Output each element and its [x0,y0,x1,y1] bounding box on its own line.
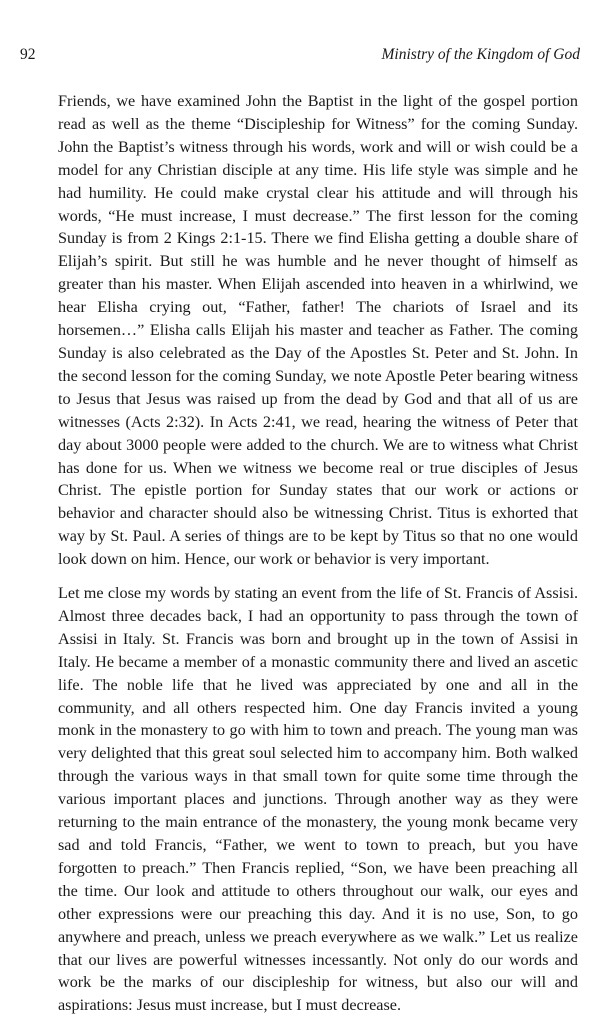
body-text [58,90,578,1017]
page-header [20,46,580,70]
running-head: Ministry of the Kingdom of God [381,46,580,63]
paragraph-st-francis: Let me close my words by stating an event from the life of St. Francis of Assisi. Almost three decades back, I had an opportunity to pass through the town of Assisi in Italy. St. Francis was born and brought up in the town of Assisi in Italy. He became a member of a monastic community there and lived an ascetic life. The noble life that he lived was appreciated by one and all in the community, and all others respected him. One day Francis invited a young monk in the monastery to go with him to town and preach. The young man was very delighted that this great soul selected him to accompany him. Both walked through the various ways in that small town for quite some time through the various important places and junctions. Through another way as they were returning to the main entrance of the monastery, the young monk became very sad and told Francis, “Father, we went to town to preach, but you have forgotten to preach.” Then Francis replied, “Son, we have been preaching all the time. Our look and attitude to others throughout our walk, our eyes and other expressions were our preaching this day. And it is no use, Son, to go anywhere and preach, unless we preach everywhere as we walk.” Let us realize that our lives are powerful witnesses incessantly. Not only do our words and work be the marks of our discipleship for witness, but also our will and aspirations: Jesus must increase, but I must decrease. [58,584,578,1015]
paragraph-witness-lessons: Friends, we have examined John the Baptist in the light of the gospel portion read as well as the theme “Discipleship for Witness” for the coming Sunday. John the Baptist’s witness through his words, work and will or wish could be a model for any Christian disciple at any time. His life style was simple and he had humility. He could make crystal clear his attitude and will through his words, “He must increase, I must decrease.” The first lesson for the coming Sunday is from 2 Kings 2:1-15. There we find Elisha getting a double share of Elijah’s spirit. But still he was humble and he never thought of himself as greater than his master. When Elijah ascended into heaven in a whirlwind, we hear Elisha crying out, “Father, father! The chariots of Israel and its horsemen…” Elisha calls Elijah his master and teacher as Father. The coming Sunday is also celebrated as the Day of the Apostles St. Peter and St. John. In the second lesson for the coming Sunday, we note Apostle Peter bearing witness to Jesus that Jesus was raised up from the dead by God and that all of us are witnesses (Acts 2:32). In Acts 2:41, we read, hearing the witness of Peter that day about 3000 people were added to the church. We are to witness what Christ has done for us. When we witness we become real or true disciples of Jesus Christ. The epistle portion for Sunday states that our work or actions or behavior and character should also be witnessing Christ. Titus is exhorted that way by St. Paul. A series of things are to be kept by Titus so that no one would look down on him. Hence, our work or behavior is very important. [58,92,578,569]
page-number: 92 [20,46,36,63]
